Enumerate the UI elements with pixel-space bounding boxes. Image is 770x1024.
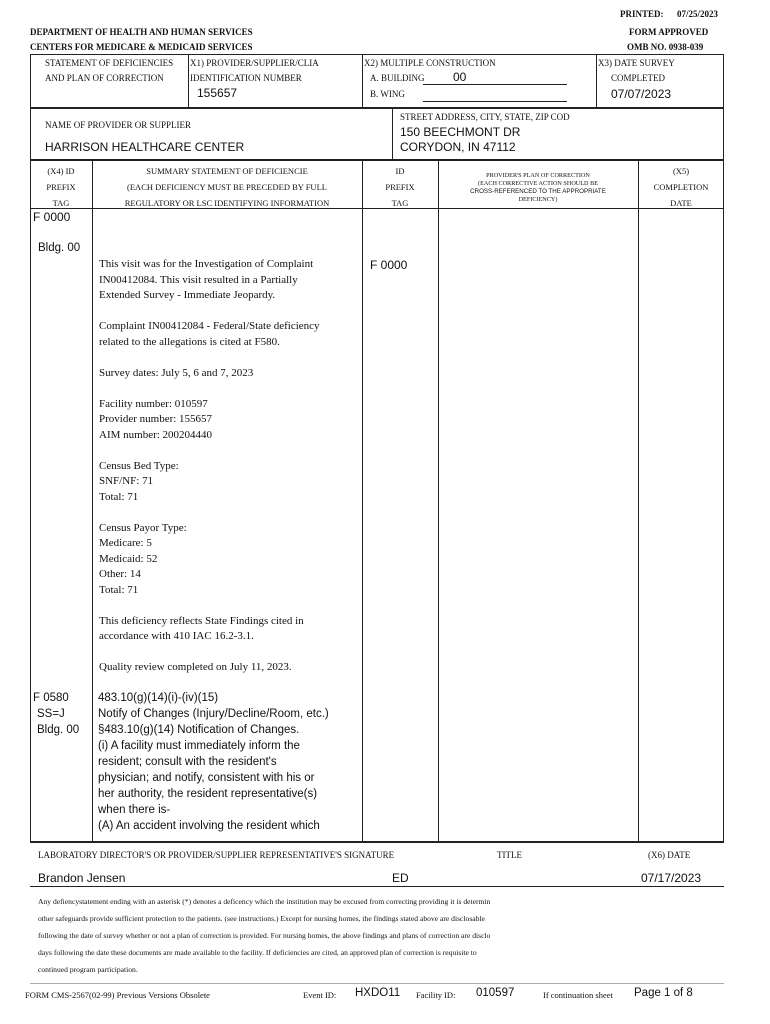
summary-paragraph: Survey dates: July 5, 6 and 7, 2023 <box>99 366 254 379</box>
statement-label-2: AND PLAN OF CORRECTION <box>45 73 164 83</box>
building-label: A. BUILDING <box>370 73 425 83</box>
col-id-header: ID PREFIX TAG <box>385 166 415 209</box>
address-label: STREET ADDRESS, CITY, STATE, ZIP COD <box>400 112 570 122</box>
survey-date-value: 07/07/2023 <box>611 87 672 101</box>
address-line-1: 150 BEECHMONT DR <box>400 125 521 139</box>
page-number: Page 1 of 8 <box>634 987 693 999</box>
summary-paragraph: Census Bed Type: SNF/NF: 71 Total: 71 <box>99 459 179 503</box>
signature-label: LABORATORY DIRECTOR'S OR PROVIDER/SUPPLIER REPRESENTATIVE'S SIGNATURE <box>38 850 395 860</box>
address-line-2: CORYDON, IN 47112 <box>400 140 516 154</box>
signer-name: Brandon Jensen <box>38 871 126 885</box>
centers-heading: CENTERS FOR MEDICARE & MEDICAID SERVICES <box>30 42 253 52</box>
tag-f0580: F 0580 <box>33 692 69 704</box>
title-label: TITLE <box>497 850 522 860</box>
printed-date: 07/25/2023 <box>677 9 719 19</box>
statement-label-1: STATEMENT OF DEFICIENCIES <box>45 58 174 68</box>
tag-f0580-block <box>33 690 79 738</box>
disclaimer: Any defiencystatement ending with an asterisk (*) denotes a deficency which the institution may be excused from correcting providing it is determin other safeguards provide sufficient protection to the patients. (see instructions.) Except for nursing homes, the findings stated above are disclosable following the date of survey whether or not a plan of correction is provided. For nursing homes, the above findings and plans of correction are disclo days following the date these documents are made available to the facility. If deficiencies are cited, an approved plan of correction is requisite to continued program participation. <box>38 897 491 974</box>
x1-label-2: IDENTIFICATION NUMBER <box>190 73 302 83</box>
f580-text: 483.10(g)(14)(i)-(iv)(15) Notify of Changes (Injury/Decline/Room, etc.) §483.10(g)(14) Notification of Changes. (i) A facility must immediately inform the resident; consult with the resident's physician; and notify, consistent with his or her authority, the resident representative(s) when there is- (A) An accident involving the resident which <box>98 692 329 832</box>
col-x4-header: (X4) ID PREFIX TAG <box>46 166 76 209</box>
facility-id-value: 010597 <box>476 987 515 999</box>
plan-tag-f0000: F 0000 <box>370 258 408 272</box>
bldg-00-second: Bldg. 00 <box>37 724 80 736</box>
wing-label: B. WING <box>370 89 405 99</box>
summary-paragraph: Quality review completed on July 11, 2023. <box>99 661 292 673</box>
col-plan-header: PROVIDER'S PLAN OF CORRECTION (EACH CORRECTIVE ACTION SHOULD BE CROSS-REFERENCED TO THE APPROPRIATE DEFICIENCY) <box>470 172 606 203</box>
omb-number: OMB NO. 0938-039 <box>627 42 704 52</box>
signer-title: ED <box>392 871 409 885</box>
building-value: 00 <box>453 70 467 84</box>
ss-rating: SS=J <box>37 708 65 720</box>
provider-id-value: 155657 <box>197 86 238 100</box>
x2-label: X2) MULTIPLE CONSTRUCTION <box>364 58 496 68</box>
event-id-value: HXDO11 <box>355 987 401 999</box>
summary-paragraph: This visit was for the Investigation of Complaint IN00412084. This visit resulted in a Partially Extended Survey - Immediate Jeopardy. <box>99 258 314 301</box>
printed-label: PRINTED: <box>620 9 664 19</box>
summary-paragraph: Facility number: 010597 Provider number: 155657 AIM number: 200204440 <box>99 397 213 441</box>
summary-paragraph: Census Payor Type: Medicare: 5 Medicaid: 52 Other: 14 Total: 71 <box>99 521 187 596</box>
provider-name-label: NAME OF PROVIDER OR SUPPLIER <box>45 120 192 130</box>
signature-date: 07/17/2023 <box>641 871 702 885</box>
provider-name-value: HARRISON HEALTHCARE CENTER <box>45 140 245 154</box>
event-id-label: Event ID: <box>303 990 337 1000</box>
facility-id-label: Facility ID: <box>416 990 456 1000</box>
x1-label-1: X1) PROVIDER/SUPPLIER/CLIA <box>190 58 319 68</box>
x3-label-1: X3) DATE SURVEY <box>598 58 675 68</box>
col-completion-header: (X5) COMPLETION DATE <box>653 166 709 209</box>
tag-f0000: F 0000 <box>33 210 71 224</box>
col-summary-header: SUMMARY STATEMENT OF DEFICIENCIE (EACH DEFICIENCY MUST BE PRECEDED BY FULL REGULATORY OR LSC IDENTIFYING INFORMATION <box>124 166 330 209</box>
x6-date-label: (X6) DATE <box>648 850 691 860</box>
summary-paragraph: Complaint IN00412084 - Federal/State deficiency related to the allegations is cited at F580. <box>99 320 320 348</box>
form-approved: FORM APPROVED <box>629 27 709 37</box>
dept-heading: DEPARTMENT OF HEALTH AND HUMAN SERVICES <box>30 27 253 37</box>
continuation-label: If continuation sheet <box>543 990 613 1000</box>
summary-text <box>99 257 361 676</box>
form-number: FORM CMS-2567(02-99) Previous Versions Obsolete <box>25 990 210 1000</box>
summary-paragraph: This deficiency reflects State Findings cited in accordance with 410 IAC 16.2-3.1. <box>99 614 304 642</box>
x3-label-2: COMPLETED <box>611 73 665 83</box>
bldg-00-first: Bldg. 00 <box>38 242 81 254</box>
